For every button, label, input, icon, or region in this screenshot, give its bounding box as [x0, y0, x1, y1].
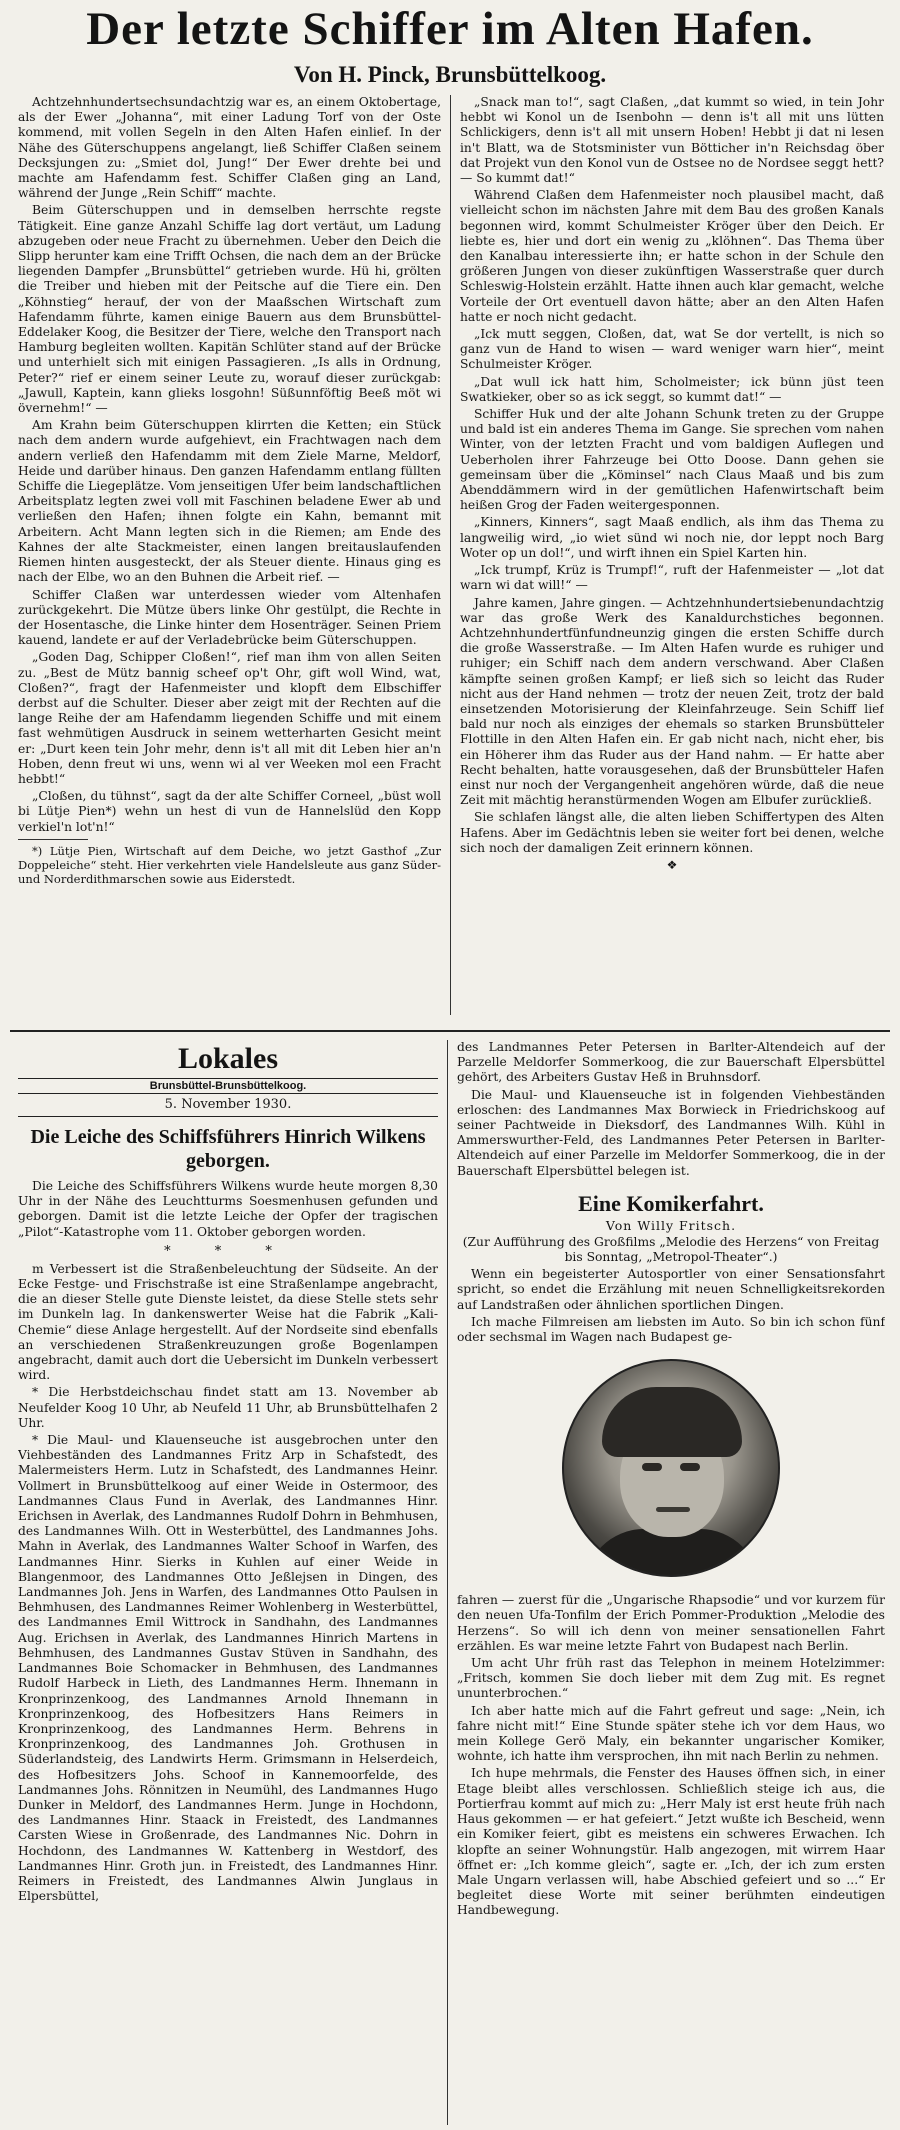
notice-paragraph: * Die Herbstdeichschau findet statt am 13. November ab Neufelder Koog 10 Uhr, ab Neufeld 11 Uhr, ab Brunsbüttelhafen 2 Uhr. [18, 1385, 438, 1430]
notice-paragraph: des Landmannes Peter Petersen in Barlter-Altendeich auf der Parzelle Meldorfer Sommerkoog, die zur Bauerschaft Elpersbüttel gehört, des Arbeiters Gustav Heß in Bruhnsdorf. [457, 1040, 885, 1085]
footnote-divider [18, 839, 88, 840]
article-headline: Die Leiche des Schiffsführers Hinrich Wilkens geborgen. [30, 1126, 426, 1172]
article-paragraph: Ich mache Filmreisen am liebsten im Auto. So bin ich schon fünf oder sechsmal im Wagen nach Budapest ge- [457, 1314, 885, 1345]
story-paragraph: Achtzehnhundertsechsundachtzig war es, an einem Oktobertage, als der Ewer „Johanna“, mit einer Ladung Torf von der Oste kommend, mit vollen Segeln in den Alten Hafen einlief. In der Nähe des Güterschuppens angelangt, ließ Schiffer Claßen seinem Decksjungen zu: „Smiet dol, Jung!“ Der Ewer drehte bei und machte am Hafendamm fest. Schiffer Claßen ging an Land, während der Junge „Rein Schiff“ machte. [18, 95, 441, 201]
article-paragraph: Die Leiche des Schiffsführers Wilkens wurde heute morgen 8,30 Uhr in der Nähe des Leuchtturms Soesmenhusen gefunden und geborgen. Damit ist die letzte Leiche der Opfer der tragischen „Pilot“-Katastrophe vom 11. Oktober geborgen worden. [18, 1179, 438, 1239]
story-paragraph: Während Claßen dem Hafenmeister noch plausibel macht, daß vielleicht schon im nächsten Jahre mit dem Bau des großen Kanals begonnen wird, kommt Schulmeister Kröger über den Deich. Er liebte es, hier und dort ein wenig zu „klöhnen“. Das Thema über den Kanalbau interessierte ihn; er hatte schon in der Schule den größeren Jungen von dieser zukünftigen Wasserstraße quer durch Schleswig-Holstein erzählt. Hatte ihnen auch klar gemacht, welche Vorteile der Ort eventuell davon hätte; aber an den Alten Hafen hatte er noch nicht gedacht. [460, 188, 884, 324]
story-paragraph: Beim Güterschuppen und in demselben herrschte regste Tätigkeit. Eine ganze Anzahl Schiffe lag dort vertäut, um Ladung abzugeben oder neue Fracht zu übernehmen. Ueber den Deich die Slipp herunter kam eine Trifft Ochsen, die nach dem an der Brücke liegenden Dampfer „Brunsbüttel“ getrieben wurde. Hü hi, grölten die Treiber und hieben mit der Peitsche auf die Tiere ein. Den „Köhnstieg“ herauf, der von der Maaßschen Wirtschaft zum Hafendamm führte, kamen einige Bauern aus dem Brunsbüttel-Eddelaker Koog, die Besitzer der Tiere, welche den Transport nach Hamburg begleiten wollten. Kapitän Schlüter stand auf der Brücke und unterhielt sich mit einigen Passagieren. „Is alls in Ordnung, Peter?“ rief er einem seiner Leute zu, worauf dieser zurückgab: „Jawull, Kaptein, kann glieks losgohn! Süßunnföftig Beeß möt wi övernehm!“ — [18, 203, 441, 416]
notice-paragraph: Die Maul- und Klauenseuche ist in folgenden Viehbeständen erloschen: des Landmannes Max Borwieck in Friedrichskoog auf seiner Pachtweide in Dieksdorf, des Landmannes Wilh. Kühl in Ammerswurther-Feld, des Landmannes Peter Petersen in Barlter-Altendeich auf einer Parzelle im Meldorfer Sommerkoog, die in der Bauerschaft Elpersbüttel belegen ist. [457, 1087, 885, 1178]
end-mark: ❖ [666, 857, 678, 872]
story-paragraph: „Kinners, Kinners“, sagt Maaß endlich, als ihm das Thema zu langweilig wird, „io wiet sünd wi noch nie, dor leppt noch Barg Woter op un dol!“, und wirft ihnen ein Spiel Karten hin. [460, 515, 884, 560]
article-note: (Zur Aufführung des Großfilms „Melodie des Herzens“ von Freitag bis Sonntag, „Metropol-Theater“.) [462, 1234, 880, 1265]
story-paragraph: Schiffer Huk und der alte Johann Schunk treten zu der Gruppe und bald ist ein anderes Thema im Gange. Sie sprechen vom nahen Winter, von der letzten Fracht und vom baldigen Auflegen und Ueberholen ihrer Fahrzeuge bei Otto Doose. Dann gehen sie gemeinsam über die „Köminsel“ nach Claus Maaß und bis zum Abenddämmern wird in der gemütlichen Hafenwirtschaft beim heißen Grog der Faden weitergesponnen. [460, 407, 884, 513]
notice-paragraph: m Verbessert ist die Straßenbeleuchtung der Südseite. An der Ecke Festge- und Frischstraße ist eine Straßenlampe angebracht, die an dieser Stelle gute Dienste leistet, da diese Stelle stets sehr im Dunkeln lag. In dankenswerter Weise hat die Fabrik „Kali-Chemie“ diese Anlage hergestellt. Auf der Nordseite sind ebenfalls an verschiedenen Straßenkreuzungen große Bogenlampen angebracht, damit auch dort die Uebersicht im Dunkeln verbessert wird. [18, 1261, 438, 1383]
lokales-column [18, 1040, 438, 2125]
column-divider [447, 1040, 448, 2125]
column-divider [450, 95, 451, 1015]
story-paragraph: „Ick trumpf, Krüz is Trumpf!“, ruft der Hafenmeister — „lot dat warn wi dat will!“ — [460, 563, 884, 593]
article-paragraph: fahren — zuerst für die „Ungarische Rhapsodie“ und vor kurzem für den neuen Ufa-Tonfilm der Erich Pommer-Produktion „Melodie des Herzens“. So will ich denn von meiner sensationellen Fahrt erzählen. Es war meine letzte Fahrt von Budapest nach Berlin. [457, 1593, 885, 1653]
story-right-column [460, 95, 884, 1020]
portrait-photo [562, 1359, 780, 1577]
story-paragraph: „Snack man to!“, sagt Claßen, „dat kummt so wied, in tein Johr hebbt wi Konol un de Isenbohn — denn is't all mit uns lütten Schlickigers, denn is't all mit unsern Hoben! Hebbt ji dat ni lesen in't Blatt, wa de Stotsminister vun Bötticher in'n Reichsdag öber dat Projekt vun den Konol vun de Ostsee no de Nordsee seggt hett? — So kummt dat!“ [460, 95, 884, 186]
story-paragraph: Am Krahn beim Güterschuppen klirrten die Ketten; ein Stück nach dem andern wurde aufgehievt, ein Frachtwagen nach dem andern verließ den Hafendamm mit dem Ziele Marne, Meldorf, Heide und darüber hinaus. Den ganzen Hafendamm entlang füllten Schiffe die Liegeplätze. Vom jenseitigen Ufer beim landschaftlichen Arbeitsplatz legten zwei voll mit Faschinen beladene Ewer ab und verließen den Hafen; ihnen folgte ein Kahn, bemannt mit Arbeitern. Acht Mann legten sich in die Riemen; am Ende des Kahnes der alte Stackmeister, einen langen breitauslaufenden Riemen hinten ausgesteckt, der als Steuer diente. Hinaus ging es nach der Elbe, wo an den Buhnen die Arbeit rief. — [18, 418, 441, 585]
article-headline: Eine Komikerfahrt. [578, 1190, 764, 1216]
story-paragraph: Sie schlafen längst alle, die alten lieben Schiffertypen des Alten Hafens. Aber im Gedächtnis leben sie weiter fort bei denen, welche sich noch der damaligen Zeit erinnern können. [460, 810, 884, 855]
section-date: 5. November 1930. [18, 1097, 438, 1117]
story-paragraph: „Goden Dag, Schipper Cloßen!“, rief man ihm von allen Seiten zu. „Best de Mütz bannig scheef op't Ohr, gift woll Wind, wat, Cloßen?“, fragt der Hafenmeister und klopft dem Elbschiffer derbst auf die Schulter. Dieser aber zeigt mit der Rechten auf die lange Reihe der am Hafendamm liegenden Schiffe und mit einem fast wehmütigen Ausdruck in seinem wetterharten Gesicht meint er: „Durt keen tein Johr mehr, denn is't all mit dit Leben hier an'n Hoben, denn freut wi uns, wenn wi al ver Weeken mol een Fracht hebbt!“ [18, 650, 441, 786]
story-paragraph: „Ick mutt seggen, Cloßen, dat, wat Se dor vertellt, is nich so ganz vun de Hand to wisen — ward weniger warn hier“, meint Schulmeister Kröger. [460, 327, 884, 372]
section-subtitle: Brunsbüttel-Brunsbüttelkoog. [18, 1078, 438, 1094]
story-paragraph: Schiffer Claßen war unterdessen wieder vom Altenhafen zurückgekehrt. Die Mütze übers linke Ohr gestülpt, die Rechte in der Hosentasche, die Linke hinter dem Hosenträger. Seinen Priem kauend, landete er auf der Verladebrücke beim Güterschuppen. [18, 587, 441, 648]
byline: Von H. Pinck, Brunsbüttelkoog. [293, 62, 607, 87]
section-title: Lokales [177, 1042, 279, 1075]
article-paragraph: Wenn ein begeisterter Autosportler von einer Sensationsfahrt spricht, so endet die Erzählung mit neuen Schnelligkeitsrekorden auf Landstraßen oder ähnlichen sportlichen Dingen. [457, 1267, 885, 1312]
separator-stars: * * * [164, 1243, 292, 1259]
article-paragraph: Ich hupe mehrmals, die Fenster des Hauses öffnen sich, in einer Etage bleibt alles verschlossen. Schließlich steige ich aus, die Portierfrau kommt auf mich zu: „Herr Maly ist erst heute früh nach Haus gekommen — er hat gefeiert.“ Jetzt wußte ich Bescheid, wenn ein Komiker feiert, gibt es meistens ein schweres Erwachen. Ich klopfte an seiner Wohnungstür. Halb angezogen, mit wirrem Haar öffnet er: „Ich komme gleich“, sagte er. „Ich, der ich zum ersten Male Ungarn verlassen will, habe Abschied gefeiert und so ...“ Er begleitet diese Worte mit seiner berühmten eindeutigen Handbewegung. [457, 1766, 885, 1918]
story-paragraph: Jahre kamen, Jahre gingen. — Achtzehnhundertsiebenundachtzig war das große Werk des Kanaldurchstiches begonnen. Achtzehnhundertfünfundneunzig gingen die ersten Schiffe durch die große Wasserstraße. — Im Alten Hafen wurde es ruhiger und ruhiger; ein Schiff nach dem andern verschwand. Aber Claßen kämpfte seinen großen Kampf; er ließ sich so leicht das Ruder nicht aus der Hand nehmen — trotz der neuen Zeit, trotz der bald einsetzenden Motorisierung der Kleinfahrzeuge. Sein Schiff lief bald nur noch als einziges der ehemals so starken Brunsbütteler Flottille in den Alten Hafen ein. Er gab nicht nach, nicht eher, bis ein Höherer ihm das Ruder aus der Hand nahm. — Er hatte aber Recht behalten, hatte vorausgesehen, daß der Brunsbütteler Hafen einst nur noch der Vergangenheit angehören würde, daß die neue Zeit mit mächtig heranstürmenden Wogen am Elbufer zurückließ. [460, 595, 884, 808]
lokales-right-column [457, 1040, 885, 2125]
section-divider [10, 1030, 890, 1032]
story-paragraph: „Cloßen, du tühnst“, sagt da der alte Schiffer Corneel, „büst woll bi Lütje Pien*) wehn un hest di vun de Hannelslüd den Kopp verkiel'n lot'n!“ [18, 789, 441, 834]
notice-paragraph: * Die Maul- und Klauenseuche ist ausgebrochen unter den Viehbeständen des Landmannes Fritz Arp in Schafstedt, des Malermeisters Herm. Lutz in Schafstedt, des Landmannes Heinr. Vollmert in Brunsbüttelkoog auf einer Weide in Ostermoor, des Landmannes Claus Fund in Averlak, des Landmannes Hinr. Erichsen in Averlak, des Landmannes Rudolf Dohrn in Behmhusen, des Landmannes Wilh. Ott in Westerbüttel, des Landmannes Johs. Mahn in Averlak, des Landmannes Walter Schoof in Warfen, des Landmannes Hinr. Sierks in Kuhlen auf einer Weide in Blangenmoor, des Landmannes Otto Jeßlejsen in Dingen, des Landmannes Joh. Jens in Warfen, des Landmannes Otto Paulsen in Behmhusen, des Landmannes Reimer Wohlenberg in Westerbüttel, des Landmannes Emil Wittrock in Sandhahn, des Landmannes Aug. Erichsen in Averlak, des Landmannes Hinrich Martens in Behmhusen, des Landmannes Gustav Stüven in Sandhahn, des Landmannes Boie Schomacker in Behmhusen, des Landmannes Rudolf Harbeck in Lieth, des Landmannes Herm. Ihnemann in Kronprinzenkoog, des Landmannes Arnold Ihnemann in Kronprinzenkoog, des Hofbesitzers Hans Reimers in Kronprinzenkoog, des Landmannes Herm. Behrens in Kronprinzenkoog, des Landmannes Joh. Grothusen in Süderlandsteig, des Landwirts Herm. Grimsmann in Helserdeich, des Hofbesitzers Johs. Schoof in Kannemoorfelde, des Landmannes Johs. Rönnitzen in Neumühl, des Landmannes Hugo Dunker in Meldorf, des Landmannes Herm. Junge in Hochdonn, des Landmannes Hinr. Staack in Freistedt, des Landmannes Carsten Wiese in Großenrade, des Landmannes Nic. Dohrn in Hochdonn, des Landmannes W. Kattenberg in Westdorf, des Landmannes Hinr. Groth jun. in Freistedt, des Landmannes Hinr. Reimers in Freistedt, des Landmannes Alwin Junglaus in Elpersbüttel, [18, 1433, 438, 1904]
story-paragraph: „Dat wull ick hatt him, Scholmeister; ick bünn jüst teen Swatkieker, ober so as ick seggt, so kummt dat!“ — [460, 374, 884, 404]
footnote: *) Lütje Pien, Wirtschaft auf dem Deiche, wo jetzt Gasthof „Zur Doppeleiche“ steht. Hier verkehrten viele Handelsleute aus ganz Süder- und Norderdithmarschen sowie aus Eiderstedt. [18, 843, 441, 887]
article-author: Von Willy Fritsch. [605, 1217, 737, 1233]
headline: Der letzte Schiffer im Alten Hafen. [86, 3, 814, 55]
story-left-column [18, 95, 441, 1020]
article-paragraph: Ich aber hatte mich auf die Fahrt gefreut und sage: „Nein, ich fahre nicht mit!“ Eine Stunde später stehe ich vor dem Haus, wo mein Kollege Gerö Maly, ein bekannter ungarischer Komiker, wohnte, ich hatte ihm versprochen, ihn mit nach Berlin zu nehmen. [457, 1703, 885, 1764]
article-paragraph: Um acht Uhr früh rast das Telephon in meinem Hotelzimmer: „Fritsch, kommen Sie doch lieber mit dem Zug mit. Es regnet ununterbrochen.“ [457, 1656, 885, 1701]
